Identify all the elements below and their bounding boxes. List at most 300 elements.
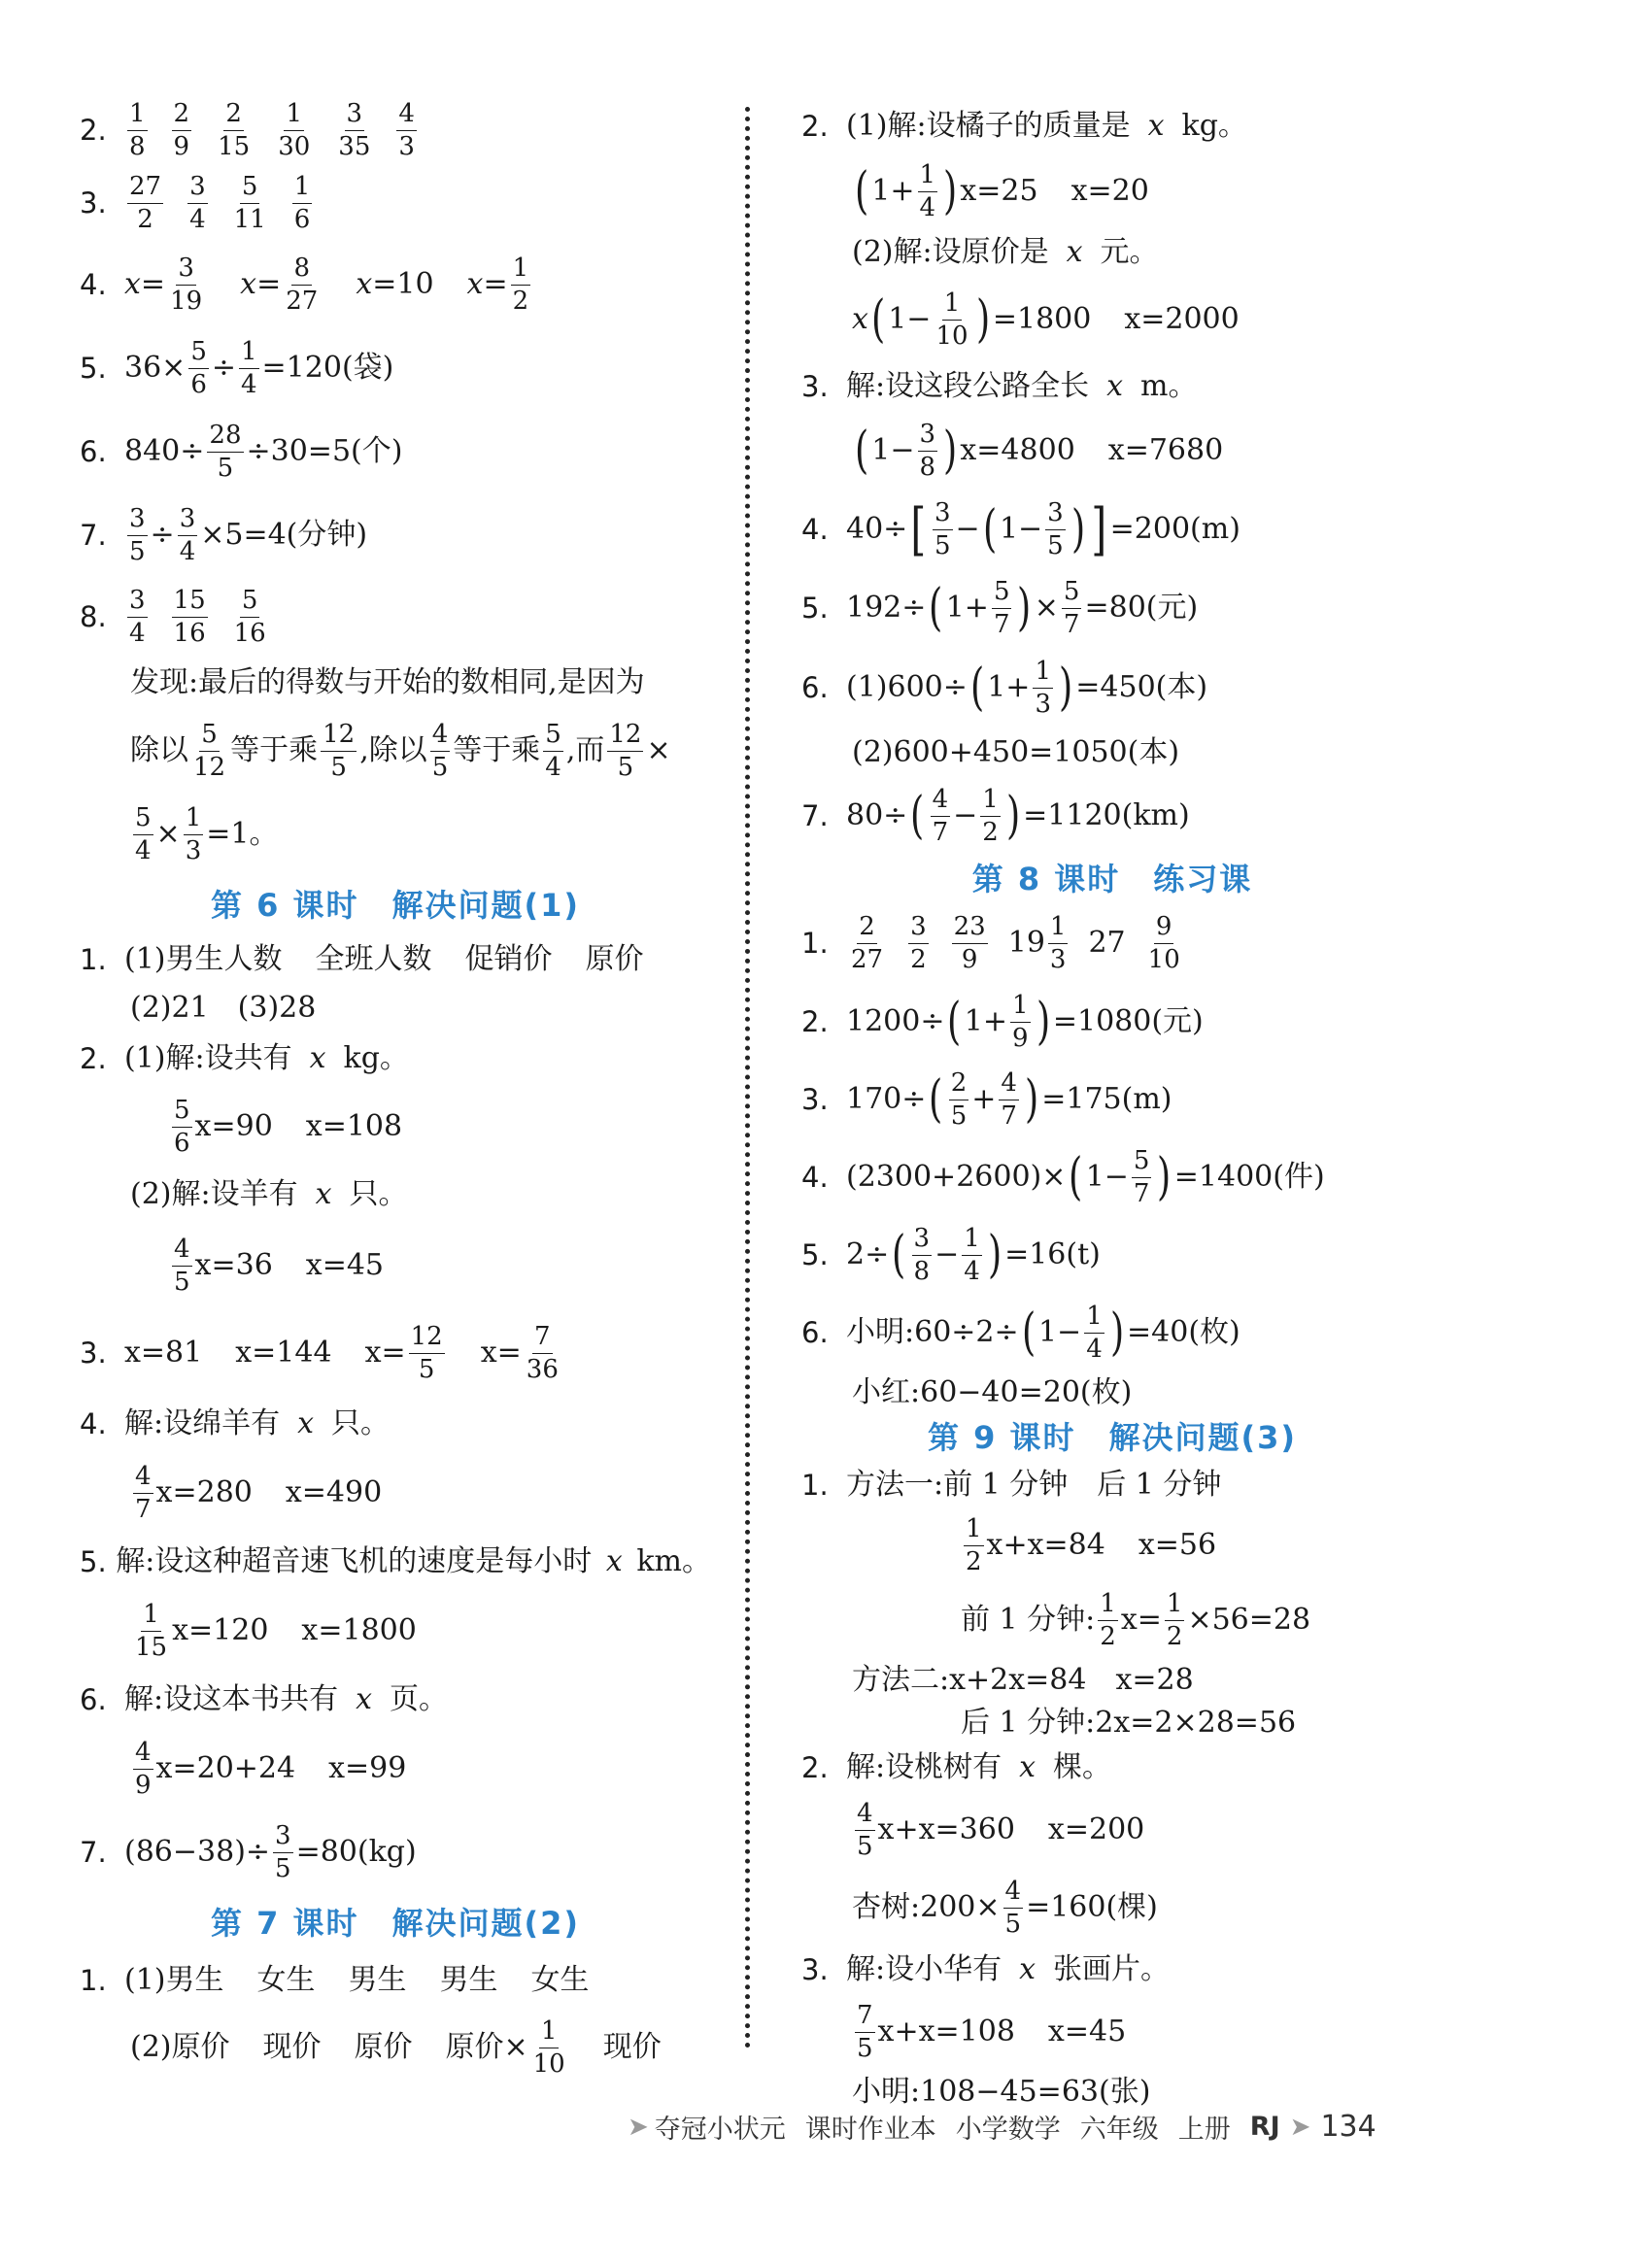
numerator: 4 bbox=[999, 1069, 1019, 1100]
numerator: 1 bbox=[127, 100, 148, 131]
text: kg。 bbox=[1181, 109, 1247, 143]
fraction bbox=[127, 100, 148, 160]
variable: x bbox=[1019, 1952, 1036, 1986]
s8-q4-row bbox=[801, 1138, 1423, 1216]
fraction bbox=[184, 804, 204, 864]
text: x= bbox=[480, 1336, 522, 1370]
page-footer bbox=[622, 2108, 1376, 2146]
text: 等于乘 bbox=[453, 733, 541, 767]
question-number: 2. bbox=[80, 1041, 107, 1075]
s9-q3a-row bbox=[801, 1993, 1423, 2071]
text: 原价× bbox=[445, 2030, 528, 2064]
footer-book: 课时作业本 bbox=[804, 2115, 936, 2145]
text: 促销价 bbox=[464, 942, 553, 976]
text: x+x=360 bbox=[877, 1812, 1015, 1846]
fraction bbox=[855, 2002, 875, 2062]
section-heading-6 bbox=[80, 876, 711, 934]
close-paren: ) bbox=[975, 289, 990, 349]
footer-subject: 小学数学 bbox=[955, 2115, 1061, 2145]
denominator: 10 bbox=[935, 321, 968, 351]
text: = bbox=[256, 267, 282, 301]
section-title: 解决问题(3) bbox=[1108, 1419, 1298, 1456]
question-number: 6. bbox=[801, 1315, 829, 1349]
fraction bbox=[855, 1800, 875, 1860]
question-number: 1. bbox=[801, 1468, 829, 1502]
text: x= bbox=[1120, 1603, 1162, 1637]
denominator: 7 bbox=[1133, 1178, 1150, 1208]
question-number: 7. bbox=[801, 798, 829, 832]
s6-q1b-row bbox=[80, 985, 711, 1032]
denominator: 4 bbox=[135, 835, 152, 865]
close-paren: ) bbox=[1017, 578, 1032, 637]
denominator: 5 bbox=[857, 2033, 873, 2063]
fraction bbox=[232, 587, 268, 647]
fraction bbox=[127, 173, 163, 233]
numerator: 3 bbox=[176, 254, 196, 286]
numerator: 4 bbox=[855, 1800, 875, 1831]
variable: x bbox=[1147, 109, 1165, 143]
text: 解:设桃树有 bbox=[846, 1750, 1002, 1784]
s9-q1b-row bbox=[801, 1581, 1423, 1659]
close-paren: ) bbox=[1005, 786, 1021, 845]
s7-q1b-row bbox=[80, 2009, 711, 2086]
text: 原价 bbox=[354, 2030, 413, 2064]
fraction bbox=[292, 173, 313, 233]
text: + bbox=[971, 1082, 997, 1116]
text: (2)600+450=1050(本) bbox=[852, 735, 1180, 769]
text: x=2000 bbox=[1124, 302, 1240, 336]
fraction bbox=[336, 100, 372, 160]
text: ,除以 bbox=[359, 733, 427, 767]
fraction bbox=[430, 721, 451, 781]
text: − bbox=[955, 512, 980, 546]
text: ×56=28 bbox=[1187, 1603, 1311, 1637]
open-paren: ( bbox=[1021, 1303, 1036, 1362]
r-q2b-row bbox=[801, 227, 1423, 278]
question-number: 2. bbox=[801, 1750, 829, 1784]
s6-q3-row bbox=[80, 1309, 711, 1397]
close-paren: ) bbox=[1036, 992, 1050, 1051]
fraction bbox=[178, 505, 198, 565]
text: x=200 bbox=[1047, 1812, 1145, 1846]
denominator: 5 bbox=[857, 1831, 873, 1861]
s9-q2a-row bbox=[801, 1791, 1423, 1869]
denominator: 8 bbox=[913, 1256, 931, 1286]
s6-q7-row bbox=[80, 1811, 711, 1894]
fraction bbox=[931, 786, 951, 846]
question-number: 4. bbox=[801, 1160, 829, 1194]
fraction bbox=[1165, 1590, 1185, 1650]
fraction bbox=[525, 1323, 561, 1383]
numerator: 23 bbox=[952, 913, 988, 944]
variable: x bbox=[852, 302, 868, 336]
variable: x bbox=[356, 1682, 373, 1716]
text: x=36 bbox=[194, 1248, 273, 1282]
denominator: 7 bbox=[1001, 1100, 1017, 1131]
text: 杏树:200× bbox=[852, 1890, 1001, 1924]
numerator: 1 bbox=[1010, 992, 1031, 1023]
text: x=56 bbox=[1138, 1528, 1217, 1562]
numerator: 5 bbox=[1132, 1147, 1152, 1178]
text: 页。 bbox=[390, 1682, 449, 1716]
section-heading-7 bbox=[80, 1894, 711, 1952]
question-number: 1. bbox=[80, 1963, 107, 1997]
denominator: 35 bbox=[338, 131, 371, 161]
fraction bbox=[964, 1515, 984, 1575]
close-paren: ) bbox=[1059, 658, 1073, 717]
s6-q5-row bbox=[80, 1535, 711, 1589]
section-lesson: 第 8 课时 bbox=[971, 861, 1121, 897]
fraction bbox=[276, 100, 312, 160]
denominator: 6 bbox=[174, 1128, 190, 1158]
s9-q1c-row bbox=[801, 1659, 1423, 1702]
numerator: 5 bbox=[1062, 578, 1082, 609]
numerator: 3 bbox=[127, 505, 148, 536]
left-column bbox=[80, 97, 711, 2086]
question-number: 7. bbox=[80, 518, 107, 552]
q8-row bbox=[80, 577, 711, 657]
text: 1200÷ bbox=[846, 1004, 945, 1038]
numerator: 2 bbox=[223, 100, 244, 131]
s9-q1a-row bbox=[801, 1509, 1423, 1581]
q3-row bbox=[80, 163, 711, 243]
text: km。 bbox=[636, 1544, 711, 1578]
open-paren: ( bbox=[969, 658, 985, 717]
text: 1+ bbox=[964, 1004, 1008, 1038]
text: 1− bbox=[1037, 1315, 1082, 1349]
q6-row bbox=[80, 410, 711, 493]
fraction bbox=[232, 173, 268, 233]
s8-q1-row bbox=[801, 903, 1423, 983]
text: =80(kg) bbox=[295, 1835, 417, 1869]
open-paren: ( bbox=[892, 1225, 906, 1284]
fraction bbox=[607, 721, 643, 781]
numerator: 2 bbox=[857, 913, 877, 944]
text: x=81 bbox=[124, 1336, 203, 1370]
numerator: 3 bbox=[933, 499, 953, 530]
denominator: 30 bbox=[278, 131, 311, 161]
numerator: 5 bbox=[240, 587, 260, 618]
question-number: 2. bbox=[801, 109, 829, 143]
fraction bbox=[918, 421, 938, 481]
fraction bbox=[1033, 658, 1053, 718]
s8-q3-row bbox=[801, 1061, 1423, 1138]
text: 发现:最后的得数与开始的数相同,是因为 bbox=[130, 665, 645, 699]
numerator: 1 bbox=[184, 804, 204, 835]
denominator: 27 bbox=[851, 944, 884, 974]
text: = bbox=[140, 267, 166, 301]
section-title: 解决问题(2) bbox=[391, 1905, 581, 1942]
text: 除以 bbox=[130, 733, 188, 767]
fraction bbox=[168, 254, 204, 315]
text: kg。 bbox=[343, 1041, 409, 1075]
denominator: 6 bbox=[190, 369, 207, 399]
text: x=280 bbox=[155, 1475, 253, 1509]
numerator: 1 bbox=[539, 2017, 560, 2048]
variable: x bbox=[297, 1406, 315, 1440]
text: 1+ bbox=[945, 591, 989, 625]
denominator: 16 bbox=[233, 618, 266, 648]
variable: x bbox=[356, 267, 373, 301]
question-number: 3. bbox=[80, 1336, 107, 1370]
denominator: 9 bbox=[135, 1770, 152, 1800]
text: x=25 bbox=[960, 174, 1038, 208]
denominator: 3 bbox=[1035, 689, 1051, 719]
numerator: 1 bbox=[1084, 1303, 1104, 1334]
denominator: 9 bbox=[173, 131, 190, 161]
denominator: 4 bbox=[189, 204, 206, 234]
denominator: 16 bbox=[173, 618, 206, 648]
s9-q3-row bbox=[801, 1946, 1423, 1993]
fraction bbox=[1084, 1303, 1104, 1363]
fraction bbox=[1048, 913, 1069, 973]
variable: x bbox=[605, 1544, 623, 1578]
question-number: 2. bbox=[80, 113, 107, 147]
denominator: 19 bbox=[170, 286, 203, 316]
numerator: 12 bbox=[409, 1323, 445, 1354]
fraction bbox=[992, 578, 1012, 638]
text: x=120 bbox=[172, 1613, 269, 1647]
numerator: 3 bbox=[187, 173, 208, 204]
numerator: 3 bbox=[908, 913, 929, 944]
question-number: 5. bbox=[801, 1237, 829, 1271]
fraction bbox=[127, 587, 148, 647]
r-q3a-row bbox=[801, 412, 1423, 490]
denominator: 2 bbox=[1166, 1621, 1183, 1651]
text: 元。 bbox=[1100, 235, 1159, 269]
denominator: 4 bbox=[545, 752, 561, 782]
text: 前 1 分钟: bbox=[961, 1603, 1096, 1637]
text: x=20+24 bbox=[155, 1751, 296, 1785]
numerator: 3 bbox=[1045, 499, 1066, 530]
numerator: 4 bbox=[133, 1739, 153, 1770]
open-paren: ( bbox=[910, 786, 925, 845]
fraction bbox=[133, 804, 153, 864]
text: 原价 bbox=[585, 942, 644, 976]
text: (1)男生 bbox=[124, 1963, 224, 1997]
denominator: 5 bbox=[950, 1100, 968, 1131]
question-number: 4. bbox=[80, 1406, 107, 1440]
text: =80(元) bbox=[1084, 591, 1199, 625]
text: − bbox=[953, 798, 978, 832]
r-q3-row bbox=[801, 361, 1423, 412]
open-paren: ( bbox=[929, 1069, 943, 1129]
text: 1− bbox=[999, 512, 1043, 546]
variable: x bbox=[1106, 369, 1124, 403]
fraction bbox=[127, 505, 148, 565]
text: (1)解:设共有 bbox=[124, 1041, 292, 1075]
text: 女生 bbox=[530, 1963, 590, 1997]
denominator: 2 bbox=[1100, 1621, 1116, 1651]
variable: x bbox=[240, 267, 257, 301]
q2-row bbox=[80, 97, 711, 163]
numerator: 4 bbox=[931, 786, 951, 817]
s8-q2-row bbox=[801, 983, 1423, 1061]
question-number: 4. bbox=[80, 267, 107, 301]
r-q7-row bbox=[801, 777, 1423, 855]
fraction bbox=[172, 587, 208, 647]
fraction bbox=[908, 913, 929, 973]
numerator: 1 bbox=[1048, 913, 1069, 944]
footer-grade: 六年级 bbox=[1079, 2115, 1159, 2145]
numerator: 4 bbox=[172, 1236, 192, 1267]
s8-q6-row bbox=[801, 1294, 1423, 1371]
text: ×5=4(分钟) bbox=[200, 518, 368, 552]
text: =450(本) bbox=[1075, 670, 1208, 704]
text: 解:设这种超音速飞机的速度是每小时 bbox=[116, 1544, 593, 1578]
denominator: 9 bbox=[961, 944, 978, 974]
denominator: 5 bbox=[217, 453, 234, 483]
question-number: 5. bbox=[80, 351, 107, 385]
numerator: 1 bbox=[141, 1601, 161, 1632]
s7-q1-row bbox=[80, 1952, 711, 2009]
numerator: 1 bbox=[964, 1515, 984, 1546]
fraction bbox=[1045, 499, 1066, 559]
text: =10 bbox=[372, 267, 434, 301]
s9-q2-row bbox=[801, 1744, 1423, 1791]
fraction bbox=[1062, 578, 1082, 638]
close-paren: ) bbox=[1157, 1147, 1172, 1206]
close-paren: ) bbox=[1070, 499, 1085, 559]
fraction bbox=[172, 1236, 192, 1296]
text: 1− bbox=[1085, 1160, 1129, 1194]
denominator: 2 bbox=[966, 1546, 982, 1576]
text: x=144 bbox=[235, 1336, 332, 1370]
fraction bbox=[980, 786, 1001, 846]
s9-q1-row bbox=[801, 1461, 1423, 1509]
text: 只。 bbox=[331, 1406, 391, 1440]
s6-q4a-row bbox=[80, 1451, 711, 1535]
section-heading-9 bbox=[801, 1414, 1423, 1461]
close-bracket: ] bbox=[1091, 495, 1107, 562]
text: 170÷ bbox=[846, 1082, 927, 1116]
question-number: 7. bbox=[80, 1835, 107, 1869]
denominator: 7 bbox=[135, 1494, 152, 1524]
open-paren: ( bbox=[870, 289, 886, 349]
text: (2300+2600)× bbox=[846, 1160, 1067, 1194]
text: 2÷ bbox=[846, 1237, 890, 1271]
text: x= bbox=[364, 1336, 406, 1370]
text: 1+ bbox=[987, 670, 1031, 704]
fraction bbox=[949, 1069, 969, 1130]
numerator: 5 bbox=[199, 721, 220, 752]
numerator: 4 bbox=[1003, 1878, 1024, 1909]
denominator: 5 bbox=[174, 1267, 190, 1297]
text: (2)解:设羊有 bbox=[130, 1177, 298, 1211]
numerator: 3 bbox=[912, 1225, 933, 1256]
text: x=99 bbox=[328, 1751, 407, 1785]
text: 女生 bbox=[256, 1963, 316, 1997]
denominator: 9 bbox=[1012, 1023, 1029, 1053]
denominator: 36 bbox=[526, 1354, 559, 1384]
text: 全班人数 bbox=[315, 942, 432, 976]
text: ÷ bbox=[211, 351, 236, 385]
numerator: 1 bbox=[284, 100, 304, 131]
fraction bbox=[999, 1069, 1019, 1130]
denominator: 5 bbox=[330, 752, 347, 782]
denominator: 8 bbox=[919, 452, 936, 482]
denominator: 3 bbox=[1049, 944, 1067, 974]
text: 现价 bbox=[262, 2030, 322, 2064]
text: 解:设这本书共有 bbox=[124, 1682, 339, 1716]
denominator: 15 bbox=[218, 131, 251, 161]
text: x=7680 bbox=[1107, 433, 1224, 467]
fraction-list bbox=[124, 587, 271, 647]
text: 张画片。 bbox=[1053, 1952, 1171, 1986]
denominator: 7 bbox=[932, 817, 949, 847]
fraction bbox=[133, 1463, 153, 1523]
r-q2a-row bbox=[801, 155, 1423, 227]
text: ÷30=5(个) bbox=[246, 434, 403, 468]
numerator: 4 bbox=[430, 721, 451, 752]
denominator: 7 bbox=[1063, 609, 1080, 639]
text: 192÷ bbox=[846, 591, 927, 625]
numerator: 3 bbox=[273, 1822, 293, 1853]
numerator: 1 bbox=[1165, 1590, 1185, 1621]
text: 40÷ bbox=[846, 512, 908, 546]
s8-q6b-row bbox=[801, 1371, 1423, 1414]
text: 小明:60÷2÷ bbox=[846, 1315, 1019, 1349]
numerator: 7 bbox=[532, 1323, 553, 1354]
text: 棵。 bbox=[1053, 1750, 1112, 1784]
text: (1)解:设橘子的质量是 bbox=[846, 109, 1131, 143]
fraction bbox=[191, 721, 227, 781]
arrow-icon: ➤ bbox=[1289, 2112, 1311, 2142]
denominator: 5 bbox=[275, 1853, 291, 1883]
s9-q1d-row bbox=[801, 1702, 1423, 1744]
s6-q2b-row bbox=[80, 1168, 711, 1222]
denominator: 4 bbox=[964, 1256, 980, 1286]
denominator: 2 bbox=[982, 817, 999, 847]
denominator: 4 bbox=[129, 618, 146, 648]
text: × bbox=[646, 733, 671, 767]
text: (2)解:设原价是 bbox=[852, 235, 1049, 269]
numerator: 1 bbox=[962, 1225, 982, 1256]
fraction bbox=[172, 1097, 192, 1157]
text: =1080(元) bbox=[1052, 1004, 1204, 1038]
s6-q1-row bbox=[80, 934, 711, 985]
s6-q6a-row bbox=[80, 1727, 711, 1811]
footer-brand: 夺冠小状元 bbox=[654, 2115, 786, 2145]
close-paren: ) bbox=[1109, 1303, 1124, 1362]
fraction bbox=[133, 1601, 169, 1661]
text: 1− bbox=[888, 302, 932, 336]
fraction bbox=[849, 913, 885, 973]
fraction bbox=[172, 100, 192, 160]
text: (1)男生人数 bbox=[124, 942, 283, 976]
question-number: 4. bbox=[801, 512, 829, 546]
numerator: 5 bbox=[188, 338, 209, 369]
numerator: 4 bbox=[133, 1463, 153, 1494]
question-number: 6. bbox=[80, 434, 107, 468]
question-number: 1. bbox=[801, 926, 829, 960]
arrow-icon: ➤ bbox=[628, 2112, 649, 2142]
numerator: 27 bbox=[127, 173, 163, 204]
text: x=108 bbox=[305, 1109, 403, 1143]
fraction bbox=[1010, 992, 1031, 1052]
text: × bbox=[155, 817, 181, 851]
text: = bbox=[483, 267, 508, 301]
text: − bbox=[934, 1237, 960, 1271]
text: =1120(km) bbox=[1023, 798, 1190, 832]
numerator: 5 bbox=[172, 1097, 192, 1128]
close-paren: ) bbox=[943, 161, 958, 220]
numerator: 15 bbox=[172, 587, 208, 618]
s6-q6-row bbox=[80, 1673, 711, 1727]
text: x=1800 bbox=[301, 1613, 417, 1647]
variable: x bbox=[309, 1041, 326, 1075]
numerator: 9 bbox=[1154, 913, 1174, 944]
